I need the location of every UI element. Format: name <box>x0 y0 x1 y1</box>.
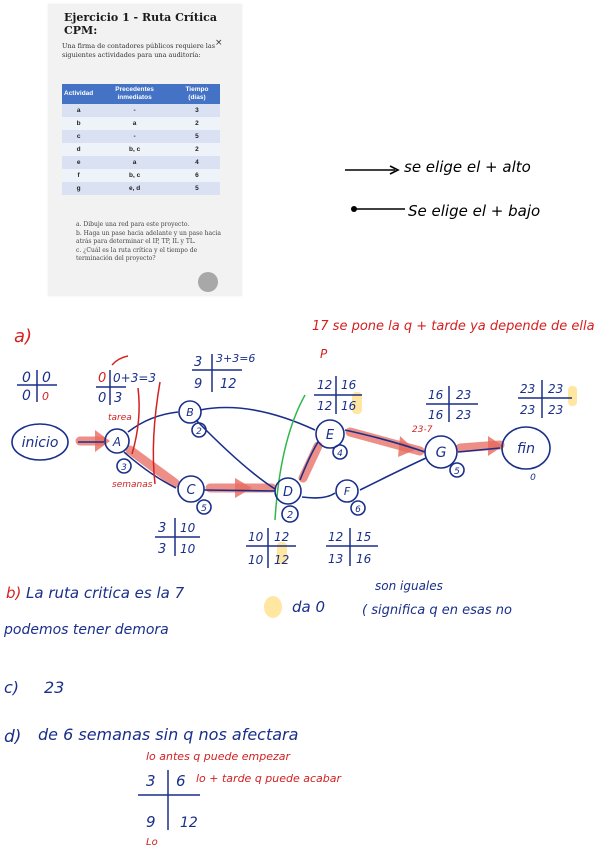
table-cell: 2 <box>174 117 220 130</box>
answer-a-label: a) <box>14 326 33 347</box>
answer-d-box-bl: 9 <box>146 813 156 831</box>
answer-b-text-4: podemos tener demora <box>4 622 169 638</box>
box-e-tl: 12 <box>317 378 333 392</box>
box-f-br: 16 <box>356 552 372 566</box>
node-label-b: B <box>186 406 194 419</box>
node-label-d: D <box>282 485 294 500</box>
table-cell: - <box>95 104 174 117</box>
answer-b-note: son iguales <box>375 579 443 593</box>
legend-forward: se elige el + alto <box>404 158 531 176</box>
node-label-fin: fin <box>517 441 535 457</box>
exercise-title: Ejercicio 1 - Ruta Crítica CPM: <box>64 11 217 37</box>
box-a-tr: 0+3=3 <box>113 371 157 385</box>
table-cell: e, d <box>95 182 174 195</box>
node-label-a: A <box>112 435 122 449</box>
box-f-bl: 13 <box>328 552 344 566</box>
table-cell: e <box>62 156 95 169</box>
column-header-precedents: Precedentes inmediatos <box>95 84 174 104</box>
answer-d-box-tl: 3 <box>146 772 156 790</box>
box-a-br: 3 <box>114 391 123 406</box>
note-tarea: tarea <box>108 413 132 423</box>
question-b: b. Haga un pase hacia adelante y un pase hacia atrás para determinar el IP, TP, IL y TL. <box>76 229 221 245</box>
box-inicio-tr: 0 <box>42 370 51 386</box>
box-f-tl: 12 <box>328 530 344 544</box>
node-time-f: 6 <box>355 505 361 515</box>
box-d-tr: 12 <box>274 530 290 544</box>
box-c-bl: 3 <box>158 542 167 557</box>
answer-b-text-1: La ruta critica es la 7 <box>26 584 185 602</box>
box-c-tl: 3 <box>158 521 167 536</box>
box-a-tl: 0 <box>98 371 107 386</box>
box-c-tr: 10 <box>180 521 196 535</box>
box-fin-tl: 23 <box>520 382 536 396</box>
table-cell: f <box>62 169 95 182</box>
box-d-br: 12 <box>274 553 290 567</box>
box-inicio-br: 0 <box>42 390 49 403</box>
node-label-inicio: inicio <box>21 435 59 451</box>
answer-d-label: d) <box>4 727 22 747</box>
answer-d-box-br: 12 <box>180 815 198 831</box>
box-inicio-tl: 0 <box>22 370 31 386</box>
box-g-tr: 23 <box>456 388 472 402</box>
table-cell: 3 <box>174 104 220 117</box>
box-d-bl: 10 <box>248 553 264 567</box>
node-label-c: C <box>186 483 196 498</box>
time-boxes <box>17 352 572 568</box>
exercise-intro: Una firma de contadores públicos requiere las siguientes actividades para una auditoría: <box>62 42 216 59</box>
note-g-calc: 23-7 <box>412 425 433 435</box>
box-g-tl: 16 <box>428 388 444 402</box>
table-cell: 5 <box>174 182 220 195</box>
question-c: c. ¿Cuál es la ruta crítica y el tiempo de terminación del proyecto? <box>76 246 198 262</box>
box-e-br: 16 <box>341 399 357 413</box>
box-b-tl: 3 <box>194 355 203 370</box>
backward-arrow-dot <box>351 206 357 212</box>
node-time-g: 5 <box>454 467 460 477</box>
box-b-br: 12 <box>220 377 237 392</box>
table-cell: a <box>95 117 174 130</box>
node-time-c: 5 <box>201 504 207 514</box>
box-d-tl: 10 <box>248 530 264 544</box>
table-cell: - <box>95 130 174 143</box>
answer-d-note-2: lo + tarde q puede acabar <box>196 772 342 785</box>
table-cell: b, c <box>95 169 174 182</box>
table-cell: 2 <box>174 143 220 156</box>
node-label-f: F <box>343 485 351 498</box>
node-time-d: 2 <box>286 510 294 521</box>
box-b-tr: 3+3=6 <box>216 352 256 365</box>
close-icon[interactable]: × <box>215 38 223 48</box>
box-e-tr: 16 <box>341 378 357 392</box>
answer-d-box-tr: 6 <box>176 772 186 790</box>
answer-c-label: c) <box>4 678 20 697</box>
column-header-activity: Actividad <box>62 84 95 104</box>
answer-b-label: b) <box>6 584 22 602</box>
node-time-a: 3 <box>121 463 127 473</box>
box-b-bl: 9 <box>194 377 203 392</box>
table-cell: b <box>62 117 95 130</box>
table-cell: 4 <box>174 156 220 169</box>
answer-d-text: de 6 semanas sin q nos afectara <box>38 725 299 744</box>
legend-backward: Se elige el + bajo <box>408 202 541 220</box>
table-cell: a <box>95 156 174 169</box>
note-p: P <box>320 347 328 361</box>
node-time-e: 4 <box>337 449 343 459</box>
table-cell: a <box>62 104 95 117</box>
answer-b-text-3: ( significa q en esas no <box>362 603 512 618</box>
box-fin-bl: 23 <box>520 403 536 417</box>
table-cell: d <box>62 143 95 156</box>
box-inicio-bl: 0 <box>22 388 31 404</box>
box-fin-br: 23 <box>548 403 564 417</box>
table-cell: 5 <box>174 130 220 143</box>
node-time-b: 2 <box>196 427 202 437</box>
box-f-tr: 15 <box>356 530 372 544</box>
node-label-e: E <box>325 428 335 443</box>
note-top: 17 se pone la q + tarde ya depende de ella <box>312 319 595 334</box>
box-g-bl: 16 <box>428 408 444 422</box>
node-time-fin: 0 <box>530 473 536 483</box>
box-g-br: 23 <box>456 408 472 422</box>
column-header-time: Tiempo (días) <box>174 84 220 104</box>
box-fin-tr: 23 <box>548 382 564 396</box>
box-a-bl: 0 <box>98 391 107 406</box>
table-cell: 6 <box>174 169 220 182</box>
answer-d-note-1: lo antes q puede empezar <box>146 750 291 763</box>
table-cell: g <box>62 182 95 195</box>
answer-c-value: 23 <box>44 678 65 697</box>
answer-b-text-2: da 0 <box>292 598 326 616</box>
node-label-g: G <box>435 445 447 461</box>
question-a: a. Dibuje una red para este proyecto. <box>76 221 190 228</box>
box-c-br: 10 <box>180 542 196 556</box>
box-e-bl: 12 <box>317 399 333 413</box>
table-cell: c <box>62 130 95 143</box>
legend <box>345 158 540 220</box>
answer-d-lo: Lo <box>146 837 158 848</box>
table-cell: b, c <box>95 143 174 156</box>
note-semanas: semanas <box>112 480 153 490</box>
